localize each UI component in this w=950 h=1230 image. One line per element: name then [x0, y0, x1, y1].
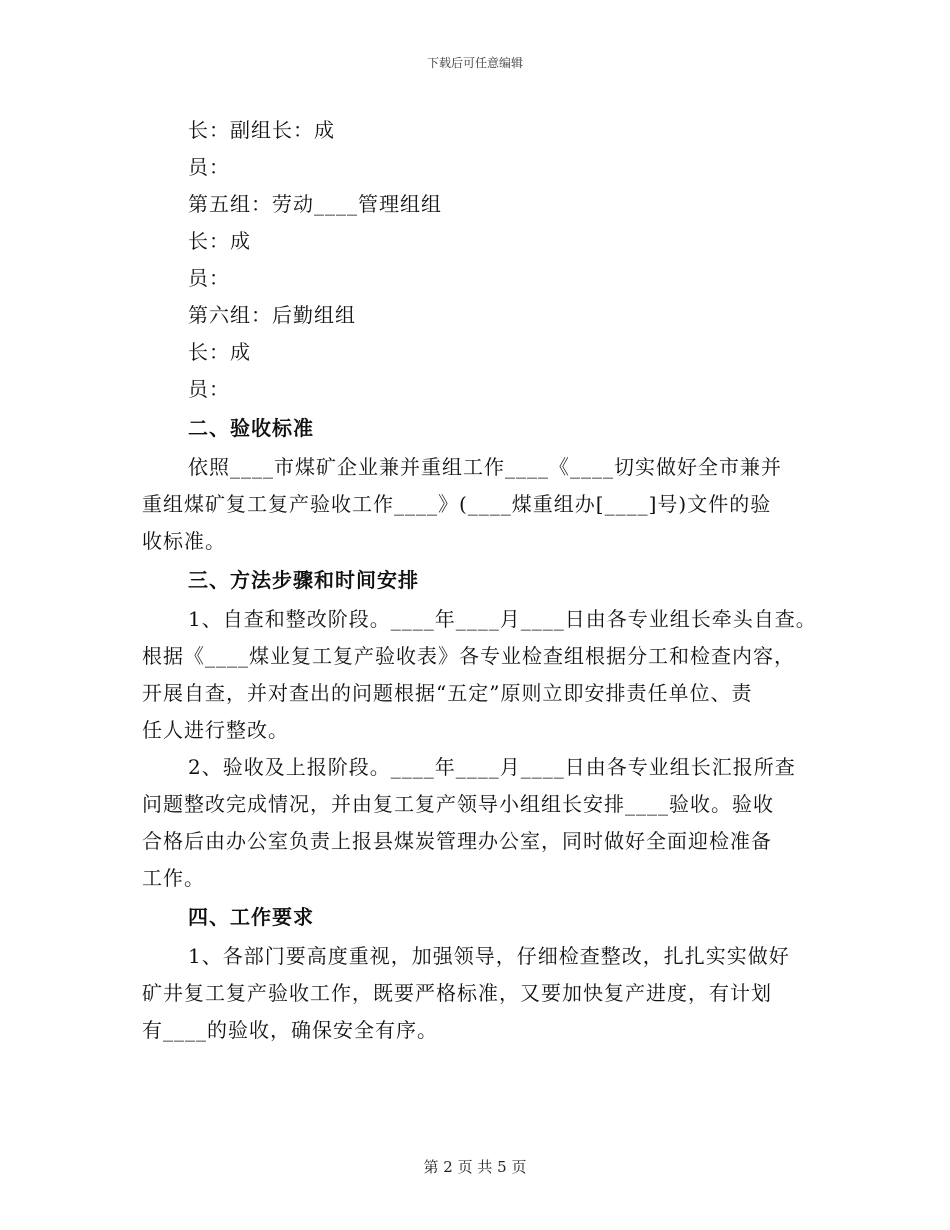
paragraph-line: 依照____市煤矿企业兼并重组工作____《____切实做好全市兼并: [188, 455, 782, 479]
paragraph-line: 问题整改完成情况，并由复工复产领导小组组长安排____验收。验收: [142, 792, 774, 816]
paragraph-line: 1、自查和整改阶段。____年____月____日由各专业组长牵头自查。: [188, 607, 817, 631]
section-heading: 二、验收标准: [188, 416, 314, 440]
paragraph-line: 员：: [188, 266, 230, 290]
paragraph-line: 合格后由办公室负责上报县煤炭管理办公室，同时做好全面迎检准备: [142, 829, 772, 853]
paragraph-line: 矿井复工复产验收工作，既要严格标准，又要加快复产进度，有计划: [142, 981, 772, 1005]
page-header: 下载后可任意编辑: [426, 56, 523, 70]
paragraph-line: 1、各部门要高度重视，加强领导，仔细检查整改，扎扎实实做好: [188, 944, 790, 968]
paragraph-line: 长：成: [188, 340, 251, 364]
paragraph-line: 任人进行整改。: [142, 718, 289, 742]
paragraph-line: 工作。: [142, 866, 205, 890]
paragraph-line: 员：: [188, 155, 230, 179]
paragraph-line: 开展自查，并对查出的问题根据“五定”原则立即安排责任单位、责: [142, 681, 753, 705]
paragraph-line: 重组煤矿复工复产验收工作____》(____煤重组办[____]号)文件的验: [142, 492, 772, 516]
section-heading: 四、工作要求: [188, 905, 314, 929]
page-footer: 第 2 页 共 5 页: [423, 1158, 527, 1176]
section-heading: 三、方法步骤和时间安排: [188, 568, 419, 592]
paragraph-line: 收标准。: [142, 529, 226, 553]
paragraph-line: 根据《____煤业复工复产验收表》各专业检查组根据分工和检查内容，: [142, 644, 795, 668]
document-body: [142, 112, 817, 1049]
paragraph-line: 员：: [188, 377, 230, 401]
paragraph-line: 2、验收及上报阶段。____年____月____日由各专业组长汇报所查: [188, 755, 796, 779]
paragraph-line: 有____的验收，确保安全有序。: [142, 1018, 438, 1042]
paragraph-line: 第六组：后勤组组: [188, 303, 356, 327]
paragraph-line: 长：副组长：成: [188, 118, 335, 142]
paragraph-line: 第五组：劳动____管理组组: [188, 192, 442, 216]
paragraph-line: 长：成: [188, 229, 251, 253]
